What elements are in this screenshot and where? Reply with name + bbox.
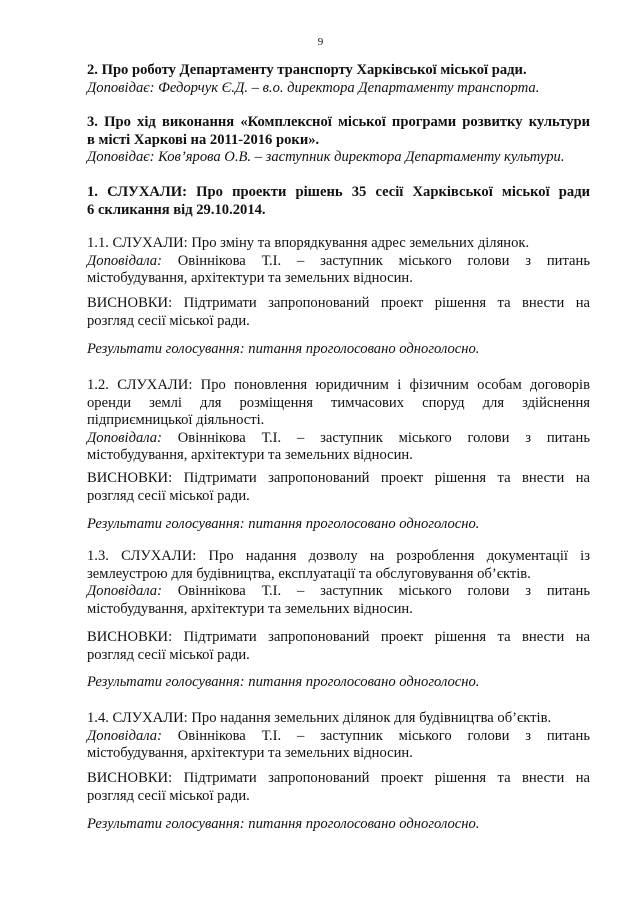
subsection-speaker-line2: містобудування, архітектури та земельних відносин. (87, 600, 413, 617)
subsection-speaker-line1 (87, 583, 590, 601)
conclusion-line2: розгляд сесії міської ради. (87, 787, 250, 804)
subsection-heard-line: 1.2. СЛУХАЛИ: Про поновлення юридичним і фізичним особам договорів (87, 377, 590, 393)
speaker-role-label: Доповідала: (87, 429, 162, 446)
subsection-1-2 (87, 377, 590, 465)
agenda-item-3-title-line2: в місті Харкові на 2011-2016 роки». (87, 131, 320, 148)
agenda-item-2-speaker: Доповідає: Федорчук Є.Д. – в.о. директора Департаменту транспорта. (87, 79, 540, 96)
subsection-1-1 (87, 235, 590, 288)
subsection-1-2-conclusion (87, 470, 590, 505)
conclusion-line2: розгляд сесії міської ради. (87, 312, 250, 329)
speaker-name: Овіннікова Т.І. – заступник міського голови з питань (161, 727, 590, 744)
page-number: 9 (317, 36, 324, 48)
agenda-item-2-title: 2. Про роботу Департаменту транспорту Харківської міської ради. (87, 62, 527, 78)
subsection-1-1-conclusion (87, 295, 590, 330)
conclusion-line1: ВИСНОВКИ: Підтримати запропонований проект рішення та внести на (87, 629, 590, 645)
speaker-role-label: Доповідала: (87, 727, 162, 744)
subsection-heard-line: 1.3. СЛУХАЛИ: Про надання дозволу на розроблення документації із (87, 548, 590, 564)
agenda-item-3-title-line1: 3. Про хід виконання «Комплексної міської програми розвитку культури (87, 114, 590, 130)
subsection-heard-line: 1.4. СЛУХАЛИ: Про надання земельних ділянок для будівництва об’єктів. (87, 710, 552, 726)
subsection-speaker-line2: містобудування, архітектури та земельних відносин. (87, 447, 413, 463)
subsection-heard-line: землеустрою для будівництва, експлуатації та обслуговування об’єктів. (87, 565, 531, 582)
conclusion-line1: ВИСНОВКИ: Підтримати запропонований проект рішення та внести на (87, 470, 590, 486)
subsection-1-4-vote (87, 816, 590, 834)
subsection-1-1-vote (87, 341, 590, 359)
vote-result: Результати голосування: питання проголосовано одноголосно. (87, 516, 480, 532)
subsection-1-2-vote (87, 516, 590, 534)
heard-section-1-line1: 1. СЛУХАЛИ: Про проекти рішень 35 сесії Харківської міської ради (87, 184, 590, 200)
subsection-heard-line: 1.1. СЛУХАЛИ: Про зміну та впорядкування адрес земельних ділянок. (87, 235, 530, 251)
speaker-name: Овіннікова Т.І. – заступник міського голови з питань (161, 252, 590, 269)
subsection-speaker-line2: містобудування, архітектури та земельних відносин. (87, 745, 413, 761)
vote-result: Результати голосування: питання проголосовано одноголосно. (87, 674, 480, 690)
heard-section-1-line2: 6 скликання від 29.10.2014. (87, 201, 266, 218)
heard-section-1 (87, 184, 590, 219)
vote-result: Результати голосування: питання проголосовано одноголосно. (87, 816, 480, 832)
subsection-speaker-line1 (87, 430, 590, 448)
agenda-item-3 (87, 114, 590, 167)
subsection-heard-line: оренди землі для розміщення тимчасових споруд для здійснення (87, 394, 590, 411)
conclusion-line2: розгляд сесії міської ради. (87, 487, 250, 504)
conclusion-line1: ВИСНОВКИ: Підтримати запропонований проект рішення та внести на (87, 770, 590, 786)
agenda-item-2 (87, 62, 590, 97)
speaker-name: Овіннікова Т.І. – заступник міського голови з питань (161, 583, 590, 599)
subsection-speaker-line1 (87, 728, 590, 746)
subsection-speaker-line2: містобудування, архітектури та земельних відносин. (87, 270, 413, 286)
speaker-role-label: Доповідала: (87, 252, 162, 269)
subsection-speaker-line1 (87, 253, 590, 271)
speaker-name: Овіннікова Т.І. – заступник міського голови з питань (161, 429, 590, 446)
subsection-1-3 (87, 548, 590, 618)
subsection-heard-line: підприємницької діяльності. (87, 412, 265, 428)
agenda-item-3-speaker: Доповідає: Ков’ярова О.В. – заступник директора Департаменту культури. (87, 149, 565, 165)
conclusion-line1: ВИСНОВКИ: Підтримати запропонований проект рішення та внести на (87, 295, 590, 311)
subsection-1-4 (87, 710, 590, 763)
conclusion-line2: розгляд сесії міської ради. (87, 646, 250, 663)
speaker-role-label: Доповідала: (87, 583, 162, 599)
subsection-1-4-conclusion (87, 770, 590, 805)
subsection-1-3-conclusion (87, 629, 590, 664)
vote-result: Результати голосування: питання проголосовано одноголосно. (87, 341, 480, 357)
subsection-1-3-vote (87, 674, 590, 692)
